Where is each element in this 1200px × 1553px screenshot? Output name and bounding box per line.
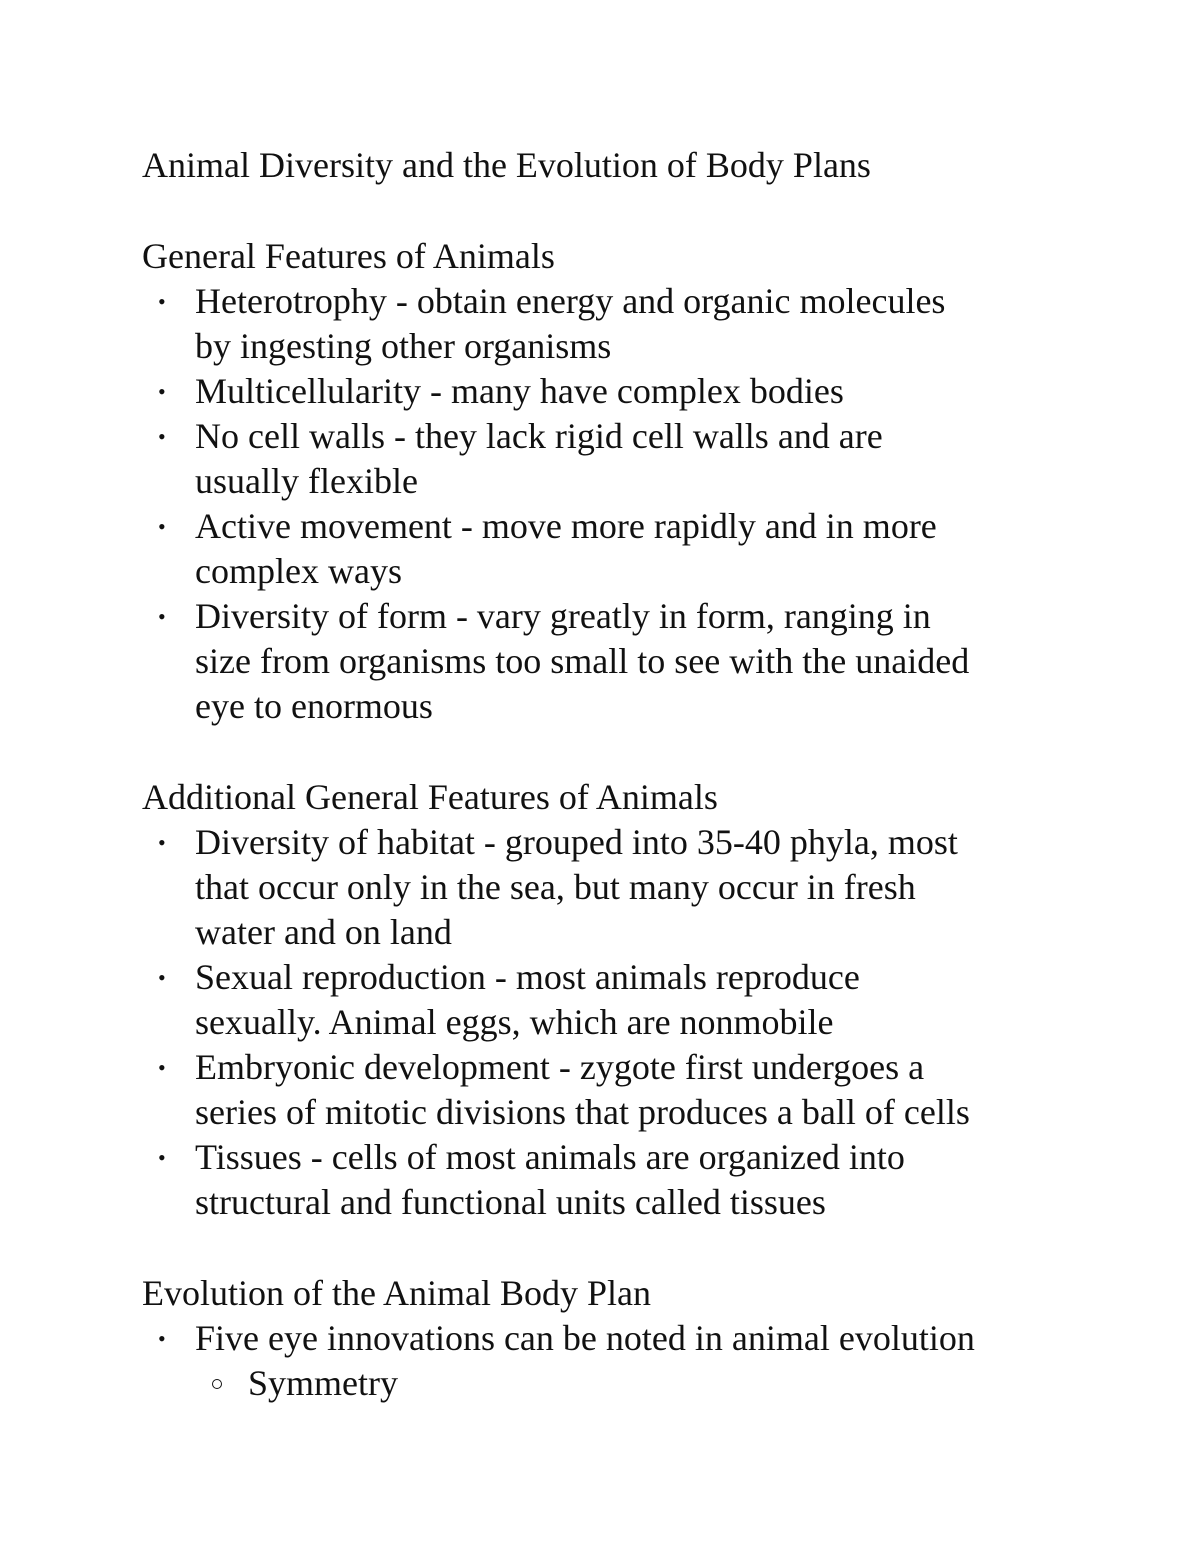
bullet-dot-icon: •	[158, 424, 166, 449]
section-heading-additional-features: Additional General Features of Animals	[142, 777, 718, 817]
list-item-line: No cell walls - they lack rigid cell walls and are	[195, 416, 883, 456]
bullet-dot-icon: •	[158, 379, 166, 404]
list-item-line: Heterotrophy - obtain energy and organic molecules	[195, 281, 946, 321]
list-item-line: size from organisms too small to see with the unaided	[195, 641, 970, 681]
sub-list-item-line: Symmetry	[248, 1363, 398, 1403]
bullet-dot-icon: •	[158, 830, 166, 855]
list-item-line: that occur only in the sea, but many occur in fresh	[195, 867, 916, 907]
bullet-dot-icon: •	[158, 289, 166, 314]
list-item-line: Embryonic development - zygote first undergoes a	[195, 1047, 925, 1087]
section-heading-body-plan: Evolution of the Animal Body Plan	[142, 1273, 651, 1313]
list-item-line: Sexual reproduction - most animals reproduce	[195, 957, 860, 997]
list-item-line: eye to enormous	[195, 686, 433, 726]
document-title: Animal Diversity and the Evolution of Body Plans	[142, 145, 871, 185]
bullet-dot-icon: •	[158, 1326, 166, 1351]
bullet-dot-icon: •	[158, 1145, 166, 1170]
list-item-line: water and on land	[195, 912, 452, 952]
list-item-line: Multicellularity - many have complex bodies	[195, 371, 844, 411]
list-item-line: complex ways	[195, 551, 402, 591]
list-item-line: Five eye innovations can be noted in animal evolution	[195, 1318, 975, 1358]
list-item-line: Diversity of habitat - grouped into 35-40 phyla, most	[195, 822, 958, 862]
list-item-line: series of mitotic divisions that produces a ball of cells	[195, 1092, 970, 1132]
bullet-dot-icon: •	[158, 604, 166, 629]
list-item-line: structural and functional units called tissues	[195, 1182, 826, 1222]
bullet-dot-icon: •	[158, 514, 166, 539]
bullet-circle-icon	[212, 1379, 222, 1389]
bullet-dot-icon: •	[158, 965, 166, 990]
list-item-line: usually flexible	[195, 461, 418, 501]
list-item-line: sexually. Animal eggs, which are nonmobile	[195, 1002, 834, 1042]
list-item-line: by ingesting other organisms	[195, 326, 612, 366]
list-item-line: Active movement - move more rapidly and in more	[195, 506, 937, 546]
list-item-line: Diversity of form - vary greatly in form, ranging in	[195, 596, 931, 636]
section-heading-general-features: General Features of Animals	[142, 236, 555, 276]
bullet-dot-icon: •	[158, 1055, 166, 1080]
list-item-line: Tissues - cells of most animals are organized into	[195, 1137, 905, 1177]
